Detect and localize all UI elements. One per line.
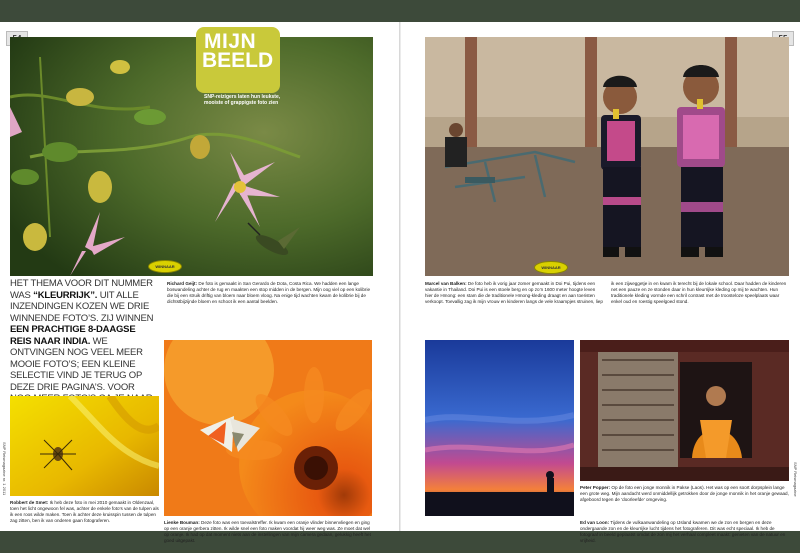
caption-butterfly-text: Deze foto was een toevalstreffer. Ik kwam een oranje vlinder binnenvliegen en ging op een oranje gerbera zitten. Ik wilde snel een foto maken voordat hij weer weg was. Ze moet dat wel op oranje. Ik had op dat moment niets aan de instellingen van mijn camera gedaan, gelukkig heeft het goed uitgepakt. bbox=[164, 520, 371, 543]
intro-highlight2: EEN PRACHTIGE 8-DAAGSE REIS NAAR INDIA. bbox=[10, 324, 136, 347]
caption-butterfly-name: Lienke Bouman: bbox=[164, 520, 200, 525]
caption-spider bbox=[10, 500, 159, 524]
caption-hummingbird-text: De foto is gemaakt in San Gerardo de Dota, Costa Rica. We hadden een lange boswandeling achter de rug en maakten een stop midden in de bergen. Mijn oog viel op een kolibrie die bij een struik driftig van bloem naar bloem vloog. Na enige tijd wachten kwam de kolibrie bij de dichtstbijzijnde bloem en schoot ik een aantal beelden. bbox=[167, 281, 371, 304]
logo-line1: MIJN bbox=[204, 30, 257, 53]
caption-spider-text: Ik heb deze foto in mei 2010 gemaakt in Oldenzaal, toen het licht ongewoon fel was, achter de enkele foto’s van de tulpen als ik een roos wilde maken. Toen ik achter deze kruisspin tussen de tulpen zag zitten, ben ik van onderen gaan fotograferen. bbox=[10, 500, 159, 523]
spine-right: SNP Reismagazine bbox=[793, 462, 798, 497]
butterfly-gerbera-photo bbox=[164, 340, 372, 516]
mijn-beeld-logo bbox=[196, 27, 280, 93]
hummingbird-photo bbox=[10, 37, 373, 276]
hmong-children-photo bbox=[425, 37, 789, 276]
intro-part1: HET THEMA VOOR DIT NUMMER WAS bbox=[10, 278, 153, 301]
caption-children-text: De foto heb ik vorig jaar zomer gemaakt in Doi Pui, tijdens een vakantie in Thailand. Doi Pui is een stoele berg en op zo’n 1600 meter hoogte leven hier de Hmong: een stam die de traditionele Hmong-kleding draagt en aan toeristen verkoopt. Toevallig zag ik mijn vrouw en kinderen langs de vele kraampjes struinen, liep ik een zijweggetje in en kwam ik terecht bij de lokale school. Daar hadden de kinderen net een pauze en ze stonden daar in hun kleurrijke kleding op mij te wachten. Hun traditionele kleding vormde een schril contrast met de troosteloze speelplaats waar enkel oud en roestig speelgoed stond. bbox=[425, 281, 787, 304]
winner-badge-hummingbird: WINNAAR bbox=[148, 260, 182, 273]
sunset-photo bbox=[425, 340, 574, 516]
winner-badge-children: WINNAAR bbox=[534, 261, 568, 274]
intro-part2: UIT ALLE INZENDINGEN KOZEN WE DRIE WINNENDE FOTO’S. ZIJ WINNEN bbox=[10, 289, 154, 324]
caption-monk-text: Op de foto een jonge monnik in Pakse (Laos). Het was op een soort dorpsplein lange een grote weg. Mijn aandacht werd onmiddellijk getrokken door de jonge monnik in het oranje gewaad, afgeboord tegen de ‘doorleefde’ omgeving. bbox=[580, 485, 789, 502]
page-gutter bbox=[399, 22, 401, 531]
spine-left: SNP Reismagazine nr. 1 2011 bbox=[2, 442, 7, 496]
caption-butterfly bbox=[164, 520, 372, 544]
caption-children-name: Marcel van Balken: bbox=[425, 281, 467, 286]
caption-spider-name: Robbert de Smet: bbox=[10, 500, 49, 505]
caption-sunset-name: Ed van Loon: bbox=[580, 520, 610, 525]
caption-sunset-text: Tijdens de vulkaanwandeling op IJsland kwamen we de zon en bergen en deze ondergaande zon en de kleurrijke lucht tijdens het fotograferen. Dit was echt speciaal. Ik heb de fotograaf in beeld geplaatst omdat de zon mij het verhaal compleet maakt: genieten van de natuur en vrijheid. bbox=[580, 520, 786, 543]
spider-photo bbox=[10, 396, 159, 496]
intro-highlight1: “KLEURRIJK”. bbox=[33, 289, 98, 301]
caption-monk-name: Peter Popper: bbox=[580, 485, 611, 490]
logo-line2: BEELD bbox=[202, 49, 274, 72]
caption-hummingbird bbox=[167, 281, 372, 305]
caption-children bbox=[425, 281, 789, 305]
logo-tagline: SNP-reizigers laten hun leukste, mooiste of grappigste foto zien bbox=[204, 94, 281, 106]
magazine-spread bbox=[0, 22, 800, 543]
caption-sunset bbox=[580, 520, 789, 544]
caption-hummingbird-name: Richard Geijt: bbox=[167, 281, 198, 286]
monk-window-photo bbox=[580, 340, 789, 481]
caption-monk bbox=[580, 485, 789, 503]
intro-part3: WE ONTVINGEN NOG VEEL MEER MOOIE FOTO’S; EEN KLEINE SELECTIE VIND JE TERUG OP DEZE DRIE PAGINA’S. VOOR bbox=[10, 335, 143, 393]
